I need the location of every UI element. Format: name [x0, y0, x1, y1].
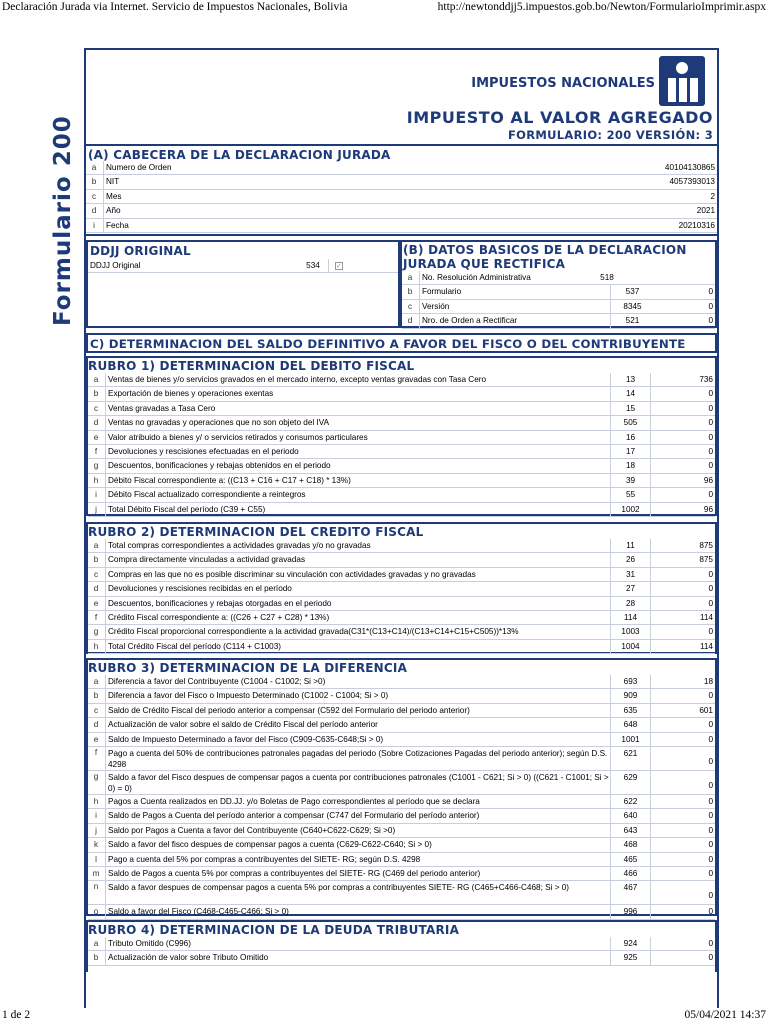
- row-value: 2021: [696, 206, 715, 216]
- row-label: Diferencia a favor del Fisco o Impuesto Determinado (C1002 - C1004; Si > 0): [105, 689, 610, 702]
- table-row: [86, 204, 717, 218]
- table-row: [402, 314, 715, 328]
- ddjj-original-title: DDJJ ORIGINAL: [90, 244, 191, 258]
- value-cell: [650, 867, 715, 880]
- row-label: Saldo a favor despues de compensar pagos a cuenta 5% por compras a contribuyentes SIETE- RG (C465+C466-C468; Si > 0): [105, 881, 610, 904]
- row-code: 1001: [610, 733, 650, 746]
- table-row: [88, 402, 715, 416]
- row-value: 0: [708, 389, 713, 399]
- row-letter: g: [93, 461, 99, 471]
- row-label: Saldo de Pagos a cuenta 5% por compras a contribuyentes del SIETE- RG (C469 del periodo anterior): [105, 867, 610, 880]
- row-letter: b: [407, 287, 413, 297]
- row-letter: c: [93, 705, 99, 715]
- ddjj-original-code: 534: [306, 261, 320, 270]
- form-header: [86, 50, 717, 146]
- row-code: 537: [610, 285, 654, 298]
- row-letter: i: [95, 811, 97, 821]
- value-cell: [650, 747, 715, 770]
- rubro-2: [86, 522, 717, 654]
- rubro-2-title: RUBRO 2) DETERMINACION DEL CREDITO FISCAL: [88, 525, 424, 539]
- row-letter: g: [93, 627, 99, 637]
- form-side-label: Formulario 200: [50, 115, 76, 326]
- row-label: Actualización de valor sobre Tributo Omitido: [105, 951, 610, 964]
- table-row: [88, 640, 715, 654]
- row-code: 465: [610, 853, 650, 866]
- row-code: 643: [610, 824, 650, 837]
- value-cell: [650, 431, 715, 444]
- row-value: 0: [708, 461, 713, 471]
- print-header: [0, 0, 768, 18]
- row-letter: e: [93, 734, 99, 744]
- row-letter: f: [94, 446, 98, 456]
- row-label: Versión: [419, 300, 607, 313]
- section-b-title-line2: JURADA QUE RECTIFICA: [403, 257, 566, 271]
- row-code: 996: [610, 905, 650, 918]
- rubro-3: [86, 658, 717, 916]
- row-code: 114: [610, 611, 650, 624]
- section-c-title: C) DETERMINACION DEL SALDO DEFINITIVO A FAVOR DEL FISCO O DEL CONTRIBUYENTE: [90, 337, 686, 351]
- row-letter: l: [95, 854, 97, 864]
- row-value: 20210316: [678, 220, 715, 230]
- value-cell: [650, 937, 715, 950]
- table-row: [88, 747, 715, 771]
- value-cell: [650, 809, 715, 822]
- row-label: Saldo de Impuesto Determinado a favor del Fisco (C909-C635-C648;Si > 0): [105, 733, 610, 746]
- row-letter: c: [93, 569, 99, 579]
- table-row: [88, 937, 715, 951]
- row-value: 18: [703, 677, 713, 686]
- row-label: Valor atribuido a bienes y/ o servicios retirados y consumos particulares: [105, 431, 610, 444]
- row-code: 27: [610, 582, 650, 595]
- table-row: [402, 271, 715, 285]
- table-row: [88, 625, 715, 639]
- print-footer: [0, 1008, 768, 1024]
- row-label: Crédito Fiscal proporcional correspondiente a la actividad gravada(C31*(C13+C14)/(C13+C14+C15+C505))*13%: [105, 625, 610, 638]
- value-cell: [650, 625, 715, 638]
- row-code: 648: [610, 718, 650, 731]
- row-label: Ventas gravadas a Tasa Cero: [105, 402, 610, 415]
- row-letter: j: [95, 825, 97, 835]
- table-row: [88, 951, 715, 965]
- table-row: [88, 704, 715, 718]
- value-cell: [650, 445, 715, 458]
- table-row: [88, 795, 715, 809]
- row-letter: a: [91, 163, 97, 172]
- row-value: 0: [708, 569, 713, 579]
- row-letter: d: [93, 418, 99, 428]
- section-a-title: (A) CABECERA DE LA DECLARACION JURADA: [88, 148, 391, 162]
- table-row: [86, 190, 717, 204]
- row-value: 0: [708, 953, 713, 963]
- value-cell: [650, 824, 715, 837]
- row-code: 26: [610, 553, 650, 566]
- page-title: Declaración Jurada via Internet. Servicio de Impuestos Nacionales, Bolivia: [2, 1, 348, 13]
- print-datetime: 05/04/2021 14:37: [684, 1009, 766, 1021]
- row-letter: a: [407, 273, 413, 282]
- value-cell: [650, 689, 715, 702]
- row-letter: b: [93, 555, 99, 565]
- table-row: [88, 582, 715, 596]
- row-letter: c: [93, 403, 99, 413]
- section-b-title: [402, 242, 715, 271]
- row-value: 0: [708, 796, 713, 806]
- table-row: [88, 459, 715, 473]
- row-label: Débito Fiscal actualizado correspondiente a reintegros: [105, 488, 610, 501]
- row-code: 31: [610, 568, 650, 581]
- row-label: NIT: [103, 175, 717, 188]
- row-code: 622: [610, 795, 650, 808]
- row-value: 114: [699, 641, 713, 651]
- table-row: [88, 824, 715, 838]
- row-value: 0: [708, 446, 713, 456]
- table-row: [88, 416, 715, 430]
- ddjj-original-label: DDJJ Original: [90, 261, 141, 270]
- table-row: [88, 809, 715, 823]
- row-value: 0: [708, 301, 713, 311]
- row-value: 96: [703, 504, 713, 514]
- row-code: 11: [610, 539, 650, 552]
- rubro-1: [86, 356, 717, 516]
- row-label: Pago a cuenta del 5% por compras a contribuyentes del SIETE- RG; según D.S. 4298: [105, 853, 610, 866]
- row-value: 0: [708, 868, 713, 878]
- row-label: No. Resolución Administrativa: [419, 271, 607, 284]
- row-label: Tributo Omitido (C996): [105, 937, 610, 950]
- row-letter: g: [93, 771, 99, 781]
- row-label: Exportación de bienes y operaciones exentas: [105, 387, 610, 400]
- table-row: [88, 881, 715, 905]
- ddjj-original-row: [88, 259, 398, 273]
- row-code: 17: [610, 445, 650, 458]
- row-code: 505: [610, 416, 650, 429]
- row-code: 8345: [610, 300, 654, 313]
- row-label: Mes: [103, 190, 717, 203]
- row-code: 635: [610, 704, 650, 717]
- row-code: 640: [610, 809, 650, 822]
- row-letter: e: [93, 598, 99, 608]
- value-cell: [650, 718, 715, 731]
- row-label: Fecha: [103, 219, 717, 232]
- row-code: 14: [610, 387, 650, 400]
- row-label: Nro. de Orden a Rectificar: [419, 314, 607, 327]
- value-cell: [650, 402, 715, 415]
- row-letter: c: [407, 301, 413, 311]
- row-value: 0: [708, 598, 713, 608]
- row-letter: h: [93, 475, 99, 485]
- table-row: [88, 568, 715, 582]
- row-label: Débito Fiscal correspondiente a: ((C13 + C16 + C17 + C18) * 13%): [105, 474, 610, 487]
- row-value: 0: [708, 891, 713, 901]
- row-code: 925: [610, 951, 650, 964]
- table-row: [88, 838, 715, 852]
- table-row: [88, 905, 715, 919]
- row-label: Diferencia a favor del Contribuyente (C1004 - C1002; Si >0): [105, 675, 610, 688]
- table-row: [88, 689, 715, 703]
- value-cell: [650, 771, 715, 794]
- table-row: [88, 718, 715, 732]
- row-value: 0: [708, 811, 713, 821]
- row-code: 468: [610, 838, 650, 851]
- rubro-1-title: RUBRO 1) DETERMINACION DEL DEBITO FISCAL: [88, 359, 415, 373]
- row-label: Total Débito Fiscal del período (C39 + C55): [105, 503, 610, 516]
- row-label: Devoluciones y rescisiones recibidas en el período: [105, 582, 610, 595]
- value-cell: [650, 459, 715, 472]
- row-label: Ventas de bienes y/o servicios gravados en el mercado interno, excepto ventas gravadas con Tasa Cero: [105, 373, 610, 386]
- row-letter: h: [93, 796, 99, 806]
- row-code: 466: [610, 867, 650, 880]
- table-row: [88, 733, 715, 747]
- row-value: 0: [708, 780, 713, 790]
- tax-form: [84, 48, 719, 1008]
- row-letter: f: [94, 612, 98, 622]
- row-code: 15: [610, 402, 650, 415]
- row-value: 40104130865: [664, 163, 715, 172]
- rubro-3-title: RUBRO 3) DETERMINACION DE LA DIFERENCIA: [88, 661, 408, 675]
- row-code: 1004: [610, 640, 650, 653]
- row-letter: f: [94, 747, 98, 757]
- row-value: 2: [710, 191, 715, 201]
- row-label: Actualización de valor sobre el saldo de Crédito Fiscal del período anterior: [105, 718, 610, 731]
- row-label: Descuentos, bonificaciones y rebajas obtenidos en el periodo: [105, 459, 610, 472]
- row-letter: d: [93, 720, 99, 730]
- row-value: 875: [699, 541, 713, 550]
- row-code: 1002: [610, 503, 650, 516]
- row-letter: b: [93, 953, 99, 963]
- table-row: [88, 553, 715, 567]
- row-value: 0: [708, 403, 713, 413]
- table-row: [88, 474, 715, 488]
- rubro-4-title: RUBRO 4) DETERMINACION DE LA DEUDA TRIBUTARIA: [88, 923, 460, 937]
- row-letter: h: [93, 641, 99, 651]
- row-letter: m: [92, 868, 100, 878]
- row-letter: k: [93, 840, 99, 850]
- value-cell: [650, 838, 715, 851]
- table-row: [86, 161, 717, 175]
- table-row: [88, 675, 715, 689]
- value-cell: [650, 488, 715, 501]
- value-cell: [650, 951, 715, 964]
- table-row: [88, 853, 715, 867]
- table-row: [88, 373, 715, 387]
- agency-logo-icon: [659, 56, 705, 106]
- table-row: [88, 539, 715, 553]
- value-cell: [650, 582, 715, 595]
- row-value: 875: [699, 555, 713, 565]
- row-label: Numero de Orden: [103, 161, 717, 174]
- row-label: Ventas no gravadas y operaciones que no son objeto del IVA: [105, 416, 610, 429]
- row-code: 55: [610, 488, 650, 501]
- row-value: 0: [708, 939, 713, 948]
- value-cell: [650, 416, 715, 429]
- row-letter: a: [93, 541, 99, 550]
- row-value: 0: [708, 720, 713, 730]
- table-row: [86, 175, 717, 189]
- row-letter: o: [93, 907, 99, 917]
- row-letter: d: [93, 584, 99, 594]
- row-letter: a: [93, 375, 99, 384]
- row-letter: b: [93, 691, 99, 701]
- table-row: [86, 219, 717, 233]
- row-value: 0: [708, 907, 713, 917]
- section-b-title-line1: (B) DATOS BASICOS DE LA DECLARACION: [403, 243, 687, 257]
- row-label: Pago a cuenta del 50% de contribuciones patronales pagadas del periodo (Sobre Cotizaciones Pagadas del periodo anterior); según D.S. 4298: [105, 747, 610, 770]
- row-code: 467: [610, 881, 650, 904]
- row-letter: e: [93, 432, 99, 442]
- row-letter: c: [91, 191, 97, 201]
- row-value: 736: [699, 375, 713, 384]
- table-row: [88, 611, 715, 625]
- row-label: Año: [103, 204, 717, 217]
- row-letter: i: [93, 220, 95, 230]
- row-value: 0: [708, 627, 713, 637]
- row-label: Saldo de Crédito Fiscal del periodo anterior a compensar (C592 del Formulario del periodo anterior): [105, 704, 610, 717]
- row-code: 16: [610, 431, 650, 444]
- row-value: 114: [699, 612, 713, 622]
- row-value: 0: [708, 756, 713, 766]
- row-value: 96: [703, 475, 713, 485]
- row-value: 0: [708, 691, 713, 701]
- row-letter: d: [91, 206, 97, 216]
- table-row: [402, 300, 715, 314]
- section-b: [400, 240, 717, 328]
- row-value: 4057393013: [669, 177, 715, 187]
- row-letter: d: [407, 316, 413, 326]
- row-label: Compras en las que no es posible discriminar su vinculación con actividades gravadas y no gravadas: [105, 568, 610, 581]
- value-cell: [650, 733, 715, 746]
- row-label: Total compras correspondientes a actividades gravadas y/o no gravadas: [105, 539, 610, 552]
- row-code: 39: [610, 474, 650, 487]
- row-code: 924: [610, 937, 650, 950]
- row-value: 0: [708, 840, 713, 850]
- ddjj-original-box: [86, 240, 400, 328]
- row-value: 0: [708, 418, 713, 428]
- row-label: Saldo de Pagos a Cuenta del período anterior a compensar (C747 del Formulario del período anterior): [105, 809, 610, 822]
- row-label: Descuentos, bonificaciones y rebajas otorgadas en el periodo: [105, 597, 610, 610]
- row-value: 0: [708, 287, 713, 297]
- row-value: 0: [708, 432, 713, 442]
- table-row: [88, 597, 715, 611]
- row-letter: b: [93, 389, 99, 399]
- row-letter: j: [95, 504, 97, 514]
- row-code: 521: [610, 314, 654, 327]
- form-title: IMPUESTO AL VALOR AGREGADO: [406, 108, 713, 127]
- row-label: Saldo a favor del Fisco (C468-C465-C466; Si > 0): [105, 905, 610, 918]
- row-label: Saldo a favor del Fisco despues de compensar pagos a cuenta por contribuciones patronales (C1001 - C621; Si > 0) ((C621 - C1001; Si > 0) = 0): [105, 771, 610, 794]
- row-letter: n: [93, 882, 99, 892]
- row-code: 629: [610, 771, 650, 794]
- row-value: 0: [708, 584, 713, 594]
- row-code: 13: [610, 373, 650, 386]
- row-label: Devoluciones y rescisiones efectuadas en el periodo: [105, 445, 610, 458]
- row-label: Formulario: [419, 285, 607, 298]
- value-cell: [650, 387, 715, 400]
- row-label: Compra directamente vinculadas a actividad gravadas: [105, 553, 610, 566]
- table-row: [88, 488, 715, 502]
- value-cell: [650, 568, 715, 581]
- row-code: 18: [610, 459, 650, 472]
- page-number: 1 de 2: [2, 1009, 31, 1021]
- table-row: [88, 867, 715, 881]
- row-code: 621: [610, 747, 650, 770]
- table-row: [88, 445, 715, 459]
- form-version: FORMULARIO: 200 VERSIÓN: 3: [508, 128, 713, 142]
- row-letter: a: [93, 939, 99, 948]
- row-value: 0: [708, 825, 713, 835]
- table-row: [88, 771, 715, 795]
- row-code: 693: [610, 675, 650, 688]
- row-value: 0: [708, 490, 713, 500]
- section-c: [86, 333, 717, 353]
- row-value: 601: [699, 705, 713, 715]
- row-label: Pagos a Cuenta realizados en DD.JJ. y/o Boletas de Pago correspondientes al período que se declara: [105, 795, 610, 808]
- table-row: [88, 387, 715, 401]
- value-cell: [650, 597, 715, 610]
- row-code: 518: [600, 273, 614, 282]
- row-letter: b: [91, 177, 97, 187]
- section-a: [86, 146, 717, 236]
- value-cell: [650, 795, 715, 808]
- page-url: http://newtonddjj5.impuestos.gob.bo/Newton/FormularioImprimir.aspx: [437, 1, 766, 13]
- row-value: 0: [708, 854, 713, 864]
- row-label: Total Crédito Fiscal del período (C114 + C1003): [105, 640, 610, 653]
- row-label: Saldo por Pagos a Cuenta a favor del Contribuyente (C640+C622-C629; Si >0): [105, 824, 610, 837]
- value-cell: [650, 905, 715, 918]
- table-row: [88, 503, 715, 517]
- row-letter: i: [95, 490, 97, 500]
- row-value: 0: [708, 316, 713, 326]
- row-code: 1003: [610, 625, 650, 638]
- value-cell: [650, 853, 715, 866]
- row-code: 909: [610, 689, 650, 702]
- table-row: [402, 285, 715, 299]
- row-label: Saldo a favor del fisco despues de compensar pagos a cuenta (C629-C622-C640; Si > 0): [105, 838, 610, 851]
- row-code: 28: [610, 597, 650, 610]
- ddjj-original-checkbox[interactable]: [335, 262, 343, 270]
- value-cell: [650, 881, 715, 904]
- row-label: Crédito Fiscal correspondiente a: ((C26 + C27 + C28) * 13%): [105, 611, 610, 624]
- row-value: 0: [708, 734, 713, 744]
- agency-name: IMPUESTOS NACIONALES: [471, 76, 655, 91]
- table-row: [88, 431, 715, 445]
- row-letter: a: [93, 677, 99, 686]
- rubro-4: [86, 920, 717, 972]
